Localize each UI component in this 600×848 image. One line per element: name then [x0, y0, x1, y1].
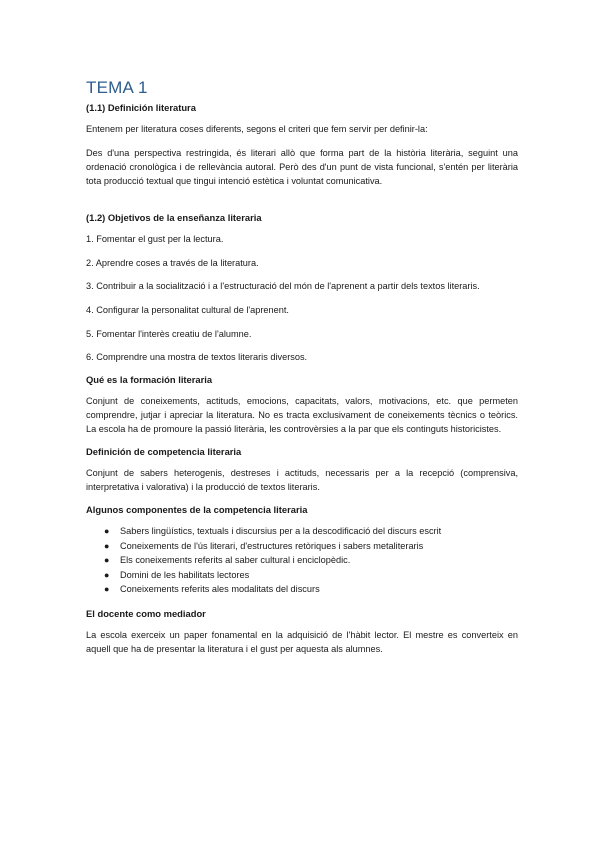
- spacer: [86, 198, 518, 212]
- bullet-icon: ●: [104, 569, 110, 580]
- objective-item: 4. Configurar la personalitat cultural de l'aprenent.: [86, 304, 289, 315]
- list-item-text: Coneixements referits ales modalitats del discurs: [120, 584, 320, 595]
- section-heading-objetivos: (1.2) Objetivos de la enseñanza literaria: [86, 211, 262, 223]
- list-item: [104, 553, 518, 568]
- section-heading-competencia: Definición de competencia literaria: [86, 446, 242, 458]
- list-item-text: Coneixements de l'ús literari, d'estructures retòriques i sabers metaliteraris: [120, 540, 424, 551]
- section-heading-definicion: (1.1) Definición literatura: [86, 102, 196, 113]
- list-item: [104, 524, 518, 539]
- section-heading-docente: El docente como mediador: [86, 608, 206, 620]
- section-heading-componentes: Algunos componentes de la competencia literaria: [86, 504, 308, 516]
- paragraph-formacion: Conjunt de coneixements, actituds, emocions, capacitats, valors, motivacions, etc. que permeten comprendre, jutjar i apreciar la literatura. No es tracta exclusivament de coneixements tècnics o teòrics. La escola ha de promoure la passió literària, les controvèrsies a la par que els continguts historicistes.: [86, 396, 518, 435]
- list-item-text: Els coneixements referits al saber cultural i enciclopèdic.: [120, 555, 351, 566]
- bullet-icon: ●: [104, 555, 110, 566]
- list-item: [104, 582, 518, 597]
- paragraph-competencia: Conjunt de sabers heterogenis, destreses i actituds, necessaris per a la recepció (comprensiva, interpretativa i valorativa) i la producció de textos literaris.: [86, 468, 518, 493]
- objective-item: 1. Fomentar el gust per la lectura.: [86, 233, 224, 244]
- paragraph-docente: La escola exerceix un paper fonamental en la adquisició de l'hàbit lector. El mestre es converteix en aquell que ha de presentar la literatura i el gust per aquesta als alumnes.: [86, 630, 518, 655]
- list-item: [104, 568, 518, 583]
- objective-item: 5. Fomentar l'interès creatiu de l'alumne.: [86, 328, 252, 339]
- paragraph-definicion-intro: Entenem per literatura coses diferents, segons el criteri que fem servir per definir-la:: [86, 124, 428, 134]
- bullet-icon: ●: [104, 526, 110, 537]
- list-item-text: Domini de les habilitats lectores: [120, 569, 250, 580]
- objective-item: 2. Aprendre coses a través de la literatura.: [86, 257, 259, 268]
- objective-item: 3. Contribuir a la socialització i a l'estructuració del món de l'aprenent a partir dels textos literaris.: [86, 281, 480, 292]
- page-title: TEMA 1: [86, 78, 148, 97]
- components-list: [86, 524, 518, 597]
- bullet-icon: ●: [104, 540, 110, 551]
- section-heading-formacion: Qué es la formación literaria: [86, 374, 213, 386]
- bullet-icon: ●: [104, 584, 110, 595]
- list-item-text: Sabers lingüístics, textuals i discursius per a la descodificació del discurs escrit: [120, 526, 442, 537]
- objective-item: 6. Comprendre una mostra de textos literaris diversos.: [86, 352, 308, 363]
- paragraph-definicion-body: Des d'una perspectiva restringida, és literari allò que forma part de la història literària, seguint una ordenació cronològica i de rellevància autoral. Però des d'un punt de vista funcional, s'entén per literària tota producció textual que tingui intenció estètica i voluntat comunicativa.: [86, 147, 518, 187]
- list-item: [104, 539, 518, 554]
